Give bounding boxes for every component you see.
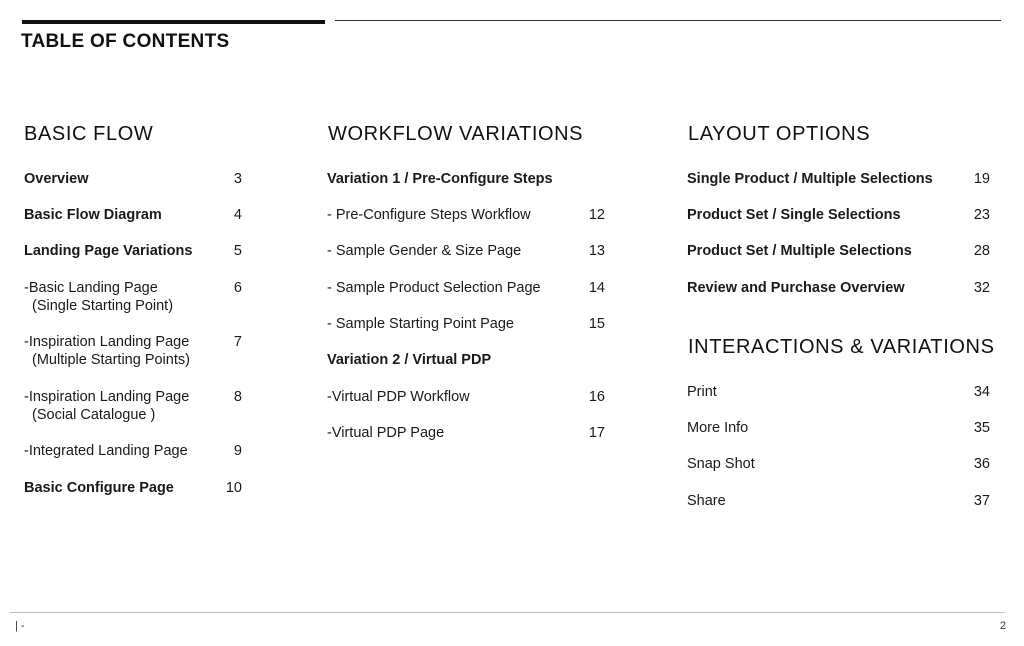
footer-rule	[10, 612, 1005, 613]
toc-entry-page-number: 23	[973, 207, 990, 223]
toc-entry[interactable]	[327, 170, 553, 188]
toc-entry-label: -Integrated Landing Page	[24, 443, 188, 459]
toc-entry-sublabel: (Social Catalogue )	[32, 407, 156, 423]
toc-entry-label: Review and Purchase Overview	[687, 280, 905, 296]
toc-entry-page-number: 36	[973, 456, 990, 472]
section-heading: INTERACTIONS & VARIATIONS	[688, 336, 995, 358]
toc-entry-page-number: 6	[233, 280, 242, 296]
toc-entry[interactable]	[24, 242, 192, 260]
toc-entry-label: -Inspiration Landing Page	[24, 389, 190, 405]
toc-entry[interactable]	[24, 170, 89, 188]
toc-entry[interactable]	[327, 424, 444, 442]
header-rule-thin	[335, 20, 1001, 21]
toc-entry[interactable]	[24, 279, 173, 315]
toc-entry-page-number: 10	[225, 480, 242, 496]
toc-entry-label: - Sample Product Selection Page	[327, 280, 541, 296]
toc-entry[interactable]	[327, 279, 541, 297]
toc-entry[interactable]	[687, 455, 755, 473]
toc-entry-label: - Sample Gender & Size Page	[327, 243, 522, 259]
toc-entry-label: Print	[687, 384, 717, 400]
section-heading: BASIC FLOW	[24, 123, 154, 145]
toc-entry[interactable]	[24, 206, 162, 224]
toc-entry[interactable]	[327, 315, 514, 333]
section-heading: LAYOUT OPTIONS	[688, 123, 871, 145]
toc-entry[interactable]	[327, 351, 491, 369]
toc-entry-label: Basic Flow Diagram	[24, 207, 162, 223]
toc-entry-label: -Inspiration Landing Page	[24, 334, 190, 350]
toc-entry-sublabel: (Multiple Starting Points)	[32, 352, 190, 368]
toc-entry[interactable]	[24, 333, 190, 369]
toc-entry[interactable]	[687, 383, 717, 401]
toc-entry-label: Variation 2 / Virtual PDP	[327, 352, 492, 368]
toc-entry-label: Variation 1 / Pre-Configure Steps	[327, 171, 553, 187]
toc-entry-page-number: 9	[233, 443, 242, 459]
toc-entry-label: Landing Page Variations	[24, 243, 193, 259]
toc-entry[interactable]	[687, 279, 905, 297]
toc-entry-page-number: 8	[233, 389, 242, 405]
toc-entry-label: Product Set / Multiple Selections	[687, 243, 912, 259]
toc-entry-page-number: 19	[973, 171, 990, 187]
toc-entry-label: -Basic Landing Page	[24, 280, 158, 296]
footer-left: | -	[15, 620, 25, 632]
toc-entry[interactable]	[24, 442, 188, 460]
toc-entry-page-number: 14	[588, 280, 605, 296]
toc-entry-page-number: 17	[588, 425, 605, 441]
toc-entry-label: More Info	[687, 420, 749, 436]
toc-entry[interactable]	[327, 388, 470, 406]
toc-entry-page-number: 5	[233, 243, 242, 259]
toc-entry-label: Overview	[24, 171, 89, 187]
toc-entry-page-number: 7	[233, 334, 242, 350]
page-title: TABLE OF CONTENTS	[21, 31, 230, 52]
toc-entry-page-number: 16	[588, 389, 605, 405]
toc-entry-page-number: 3	[233, 171, 242, 187]
toc-entry[interactable]	[687, 419, 748, 437]
toc-entry-label: Share	[687, 493, 726, 509]
toc-entry[interactable]	[687, 492, 726, 510]
toc-entry-page-number: 34	[973, 384, 990, 400]
toc-entry-page-number: 32	[973, 280, 990, 296]
header-rule-thick	[22, 20, 325, 24]
toc-entry-label: - Sample Starting Point Page	[327, 316, 514, 332]
toc-entry-label: Basic Configure Page	[24, 480, 174, 496]
toc-entry-page-number: 28	[973, 243, 990, 259]
toc-entry-label: -Virtual PDP Workflow	[327, 389, 470, 405]
toc-entry-label: -Virtual PDP Page	[327, 425, 445, 441]
toc-entry-label: Snap Shot	[687, 456, 755, 472]
toc-entry[interactable]	[687, 170, 933, 188]
toc-entry[interactable]	[327, 206, 531, 224]
toc-entry[interactable]	[24, 388, 189, 424]
toc-entry[interactable]	[327, 242, 521, 260]
toc-entry-page-number: 4	[233, 207, 242, 223]
section-heading: WORKFLOW VARIATIONS	[328, 123, 584, 145]
toc-entry-sublabel: (Single Starting Point)	[32, 298, 174, 314]
toc-entry-label: Product Set / Single Selections	[687, 207, 901, 223]
toc-entry-page-number: 35	[973, 420, 990, 436]
toc-entry-page-number: 15	[588, 316, 605, 332]
toc-entry[interactable]	[24, 479, 174, 497]
footer-page-number: 2	[999, 620, 1006, 632]
toc-entry-page-number: 13	[588, 243, 605, 259]
toc-entry-label: - Pre-Configure Steps Workflow	[327, 207, 531, 223]
toc-entry-label: Single Product / Multiple Selections	[687, 171, 933, 187]
toc-entry[interactable]	[687, 242, 912, 260]
toc-entry[interactable]	[687, 206, 901, 224]
toc-entry-page-number: 37	[973, 493, 990, 509]
toc-entry-page-number: 12	[588, 207, 605, 223]
